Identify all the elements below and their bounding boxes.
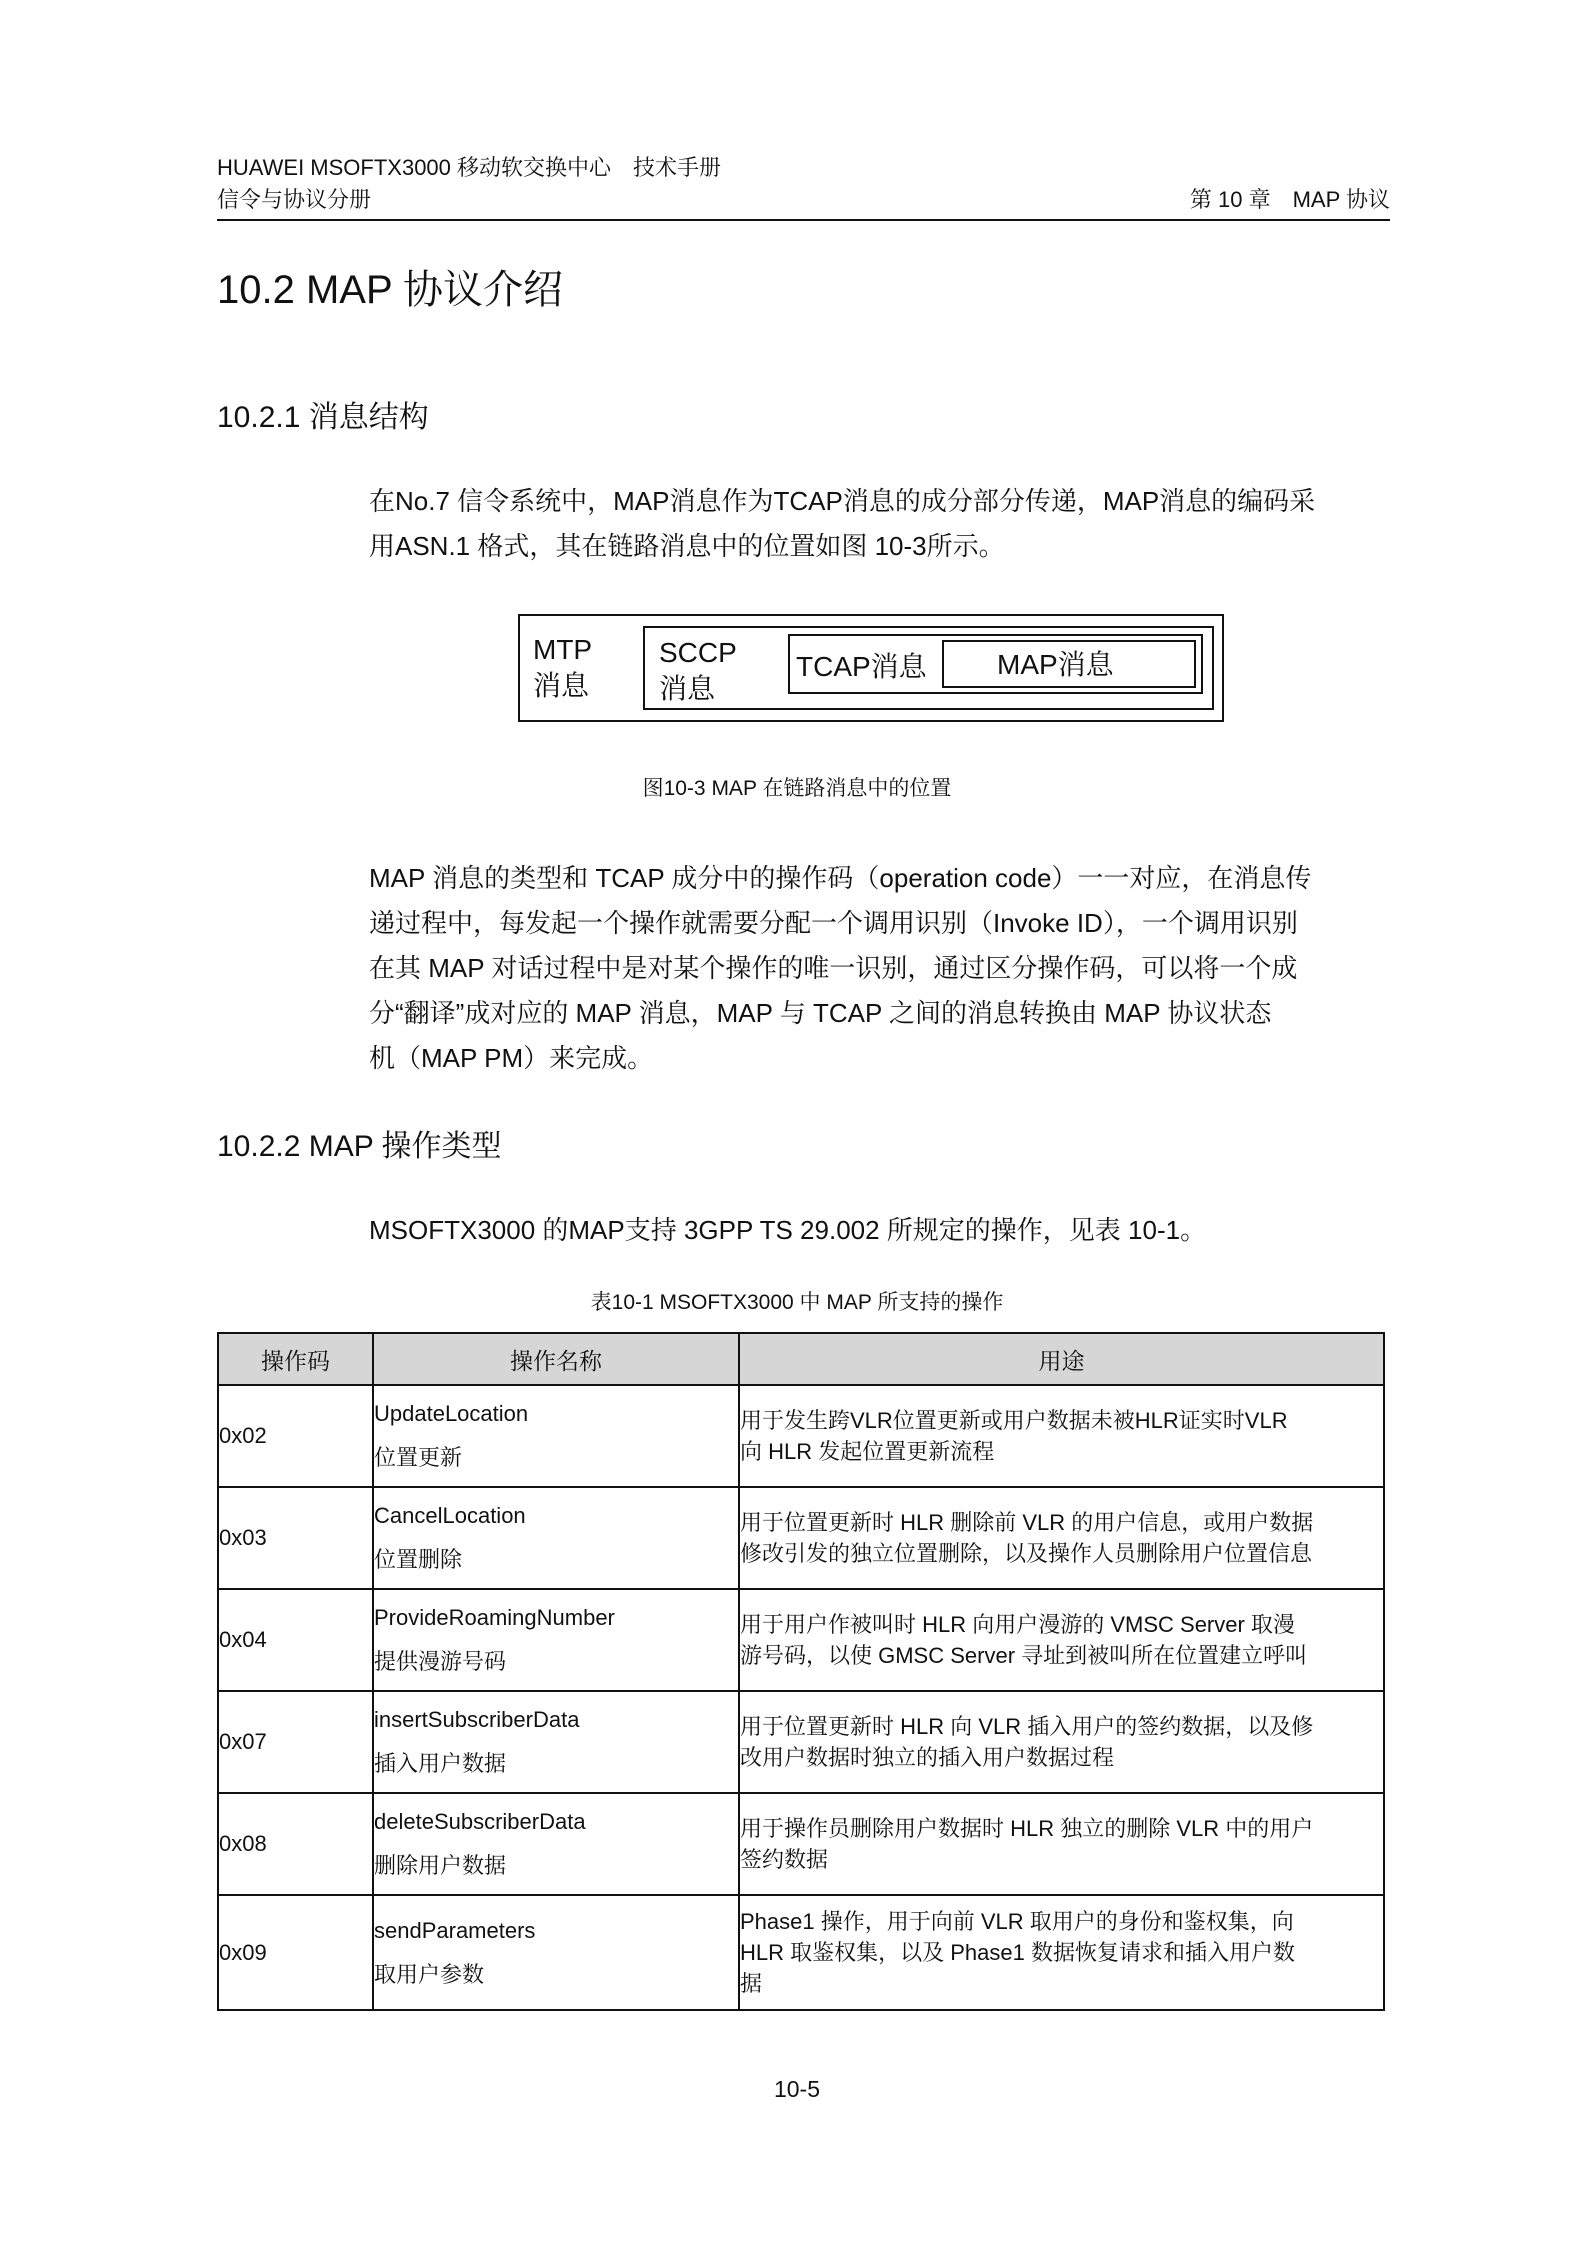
operation-code-cell: 0x03	[218, 1487, 373, 1589]
table-row	[218, 1895, 1384, 2010]
operation-code-cell: 0x02	[218, 1385, 373, 1487]
column-header-operation-code: 操作码	[218, 1333, 373, 1385]
paragraph-line: 用ASN.1 格式，其在链路消息中的位置如图 10-3所示。	[369, 531, 1005, 561]
usage-line: 用于操作员删除用户数据时 HLR 独立的删除 VLR 中的用户	[740, 1816, 1314, 1841]
operation-code-cell: 0x08	[218, 1793, 373, 1895]
operation-name-zh: 删除用户数据	[374, 1853, 507, 1878]
mtp-label-sub: 消息	[533, 670, 590, 701]
operation-name-cell	[373, 1691, 739, 1793]
operation-name-zh: 取用户参数	[374, 1961, 485, 1987]
sccp-label-sub: 消息	[659, 673, 716, 704]
operation-name-cell	[373, 1589, 739, 1691]
table-row	[218, 1385, 1384, 1487]
paragraph-line: 在其 MAP 对话过程中是对某个操作的唯一识别，通过区分操作码，可以将一个成	[369, 953, 1298, 983]
operation-name-cell	[373, 1895, 739, 2010]
table-row	[218, 1487, 1384, 1589]
operation-name-en: sendParameters	[374, 1917, 536, 1943]
operation-name-zh: 位置更新	[374, 1445, 463, 1470]
operation-name-en: insertSubscriberData	[374, 1707, 580, 1732]
operation-code-cell: 0x09	[218, 1895, 373, 2010]
usage-cell	[739, 1691, 1384, 1793]
usage-line: 改用户数据时独立的插入用户数据过程	[740, 1745, 1115, 1770]
usage-cell	[739, 1895, 1384, 2010]
paragraph-line: MAP 消息的类型和 TCAP 成分中的操作码（operation code）一一对应，在消息传	[369, 863, 1312, 893]
operation-name-zh: 位置删除	[374, 1547, 463, 1572]
usage-line: 用于位置更新时 HLR 向 VLR 插入用户的签约数据，以及修	[740, 1714, 1314, 1739]
usage-line: HLR 取鉴权集，以及 Phase1 数据恢复请求和插入用户数	[740, 1940, 1295, 1965]
map-label: MAP消息	[997, 649, 1114, 680]
table-header-row	[218, 1333, 1384, 1385]
usage-line: 用于位置更新时 HLR 删除前 VLR 的用户信息，或用户数据	[740, 1510, 1314, 1535]
usage-line: 签约数据	[740, 1847, 829, 1872]
paragraph-line: 递过程中，每发起一个操作就需要分配一个调用识别（Invoke ID），一个调用识别	[369, 908, 1298, 938]
usage-cell	[739, 1385, 1384, 1487]
table-caption: 表10-1 MSOFTX3000 中 MAP 所支持的操作	[590, 1291, 1004, 1314]
column-header-usage: 用途	[739, 1333, 1384, 1385]
mtp-label: MTP	[533, 634, 593, 665]
subsection-heading-message-structure: 10.2.1 消息结构	[217, 401, 429, 434]
usage-line: 游号码，以使 GMSC Server 寻址到被叫所在位置建立呼叫	[740, 1643, 1308, 1668]
paragraph-line: 机（MAP PM）来完成。	[369, 1043, 654, 1073]
usage-line: 向 HLR 发起位置更新流程	[740, 1439, 995, 1464]
sccp-label: SCCP	[659, 637, 737, 668]
usage-cell	[739, 1793, 1384, 1895]
usage-cell	[739, 1487, 1384, 1589]
usage-line: 修改引发的独立位置删除，以及操作人员删除用户位置信息	[740, 1541, 1313, 1566]
figure-caption: 图10-3 MAP 在链路消息中的位置	[642, 777, 952, 800]
page-number: 10-5	[773, 2076, 821, 2102]
operation-name-en: UpdateLocation	[374, 1401, 529, 1426]
operation-name-en: deleteSubscriberData	[374, 1809, 586, 1834]
paragraph-line: 在No.7 信令系统中，MAP消息作为TCAP消息的成分部分传递，MAP消息的编码采	[369, 486, 1316, 516]
table-row	[218, 1589, 1384, 1691]
paragraph-line: MSOFTX3000 的MAP支持 3GPP TS 29.002 所规定的操作，见表 10-1。	[369, 1215, 1207, 1245]
operation-name-cell	[373, 1487, 739, 1589]
map-operations-table	[217, 1332, 1385, 2011]
running-header-volume: 信令与协议分册	[217, 187, 372, 212]
usage-line: 据	[740, 1971, 763, 1996]
operation-name-cell	[373, 1793, 739, 1895]
operation-name-zh: 提供漫游号码	[374, 1649, 507, 1674]
subsection-heading-map-operation-types: 10.2.2 MAP 操作类型	[217, 1130, 502, 1163]
running-header-row	[217, 185, 1390, 215]
running-header-chapter: 第 10 章 MAP 协议	[1189, 187, 1390, 212]
paragraph-line: 分“翻译”成对应的 MAP 消息，MAP 与 TCAP 之间的消息转换由 MAP 协议状态	[369, 998, 1272, 1028]
operation-name-cell	[373, 1385, 739, 1487]
column-header-operation-name: 操作名称	[373, 1333, 739, 1385]
usage-line: 用于发生跨VLR位置更新或用户数据未被HLR证实时VLR	[740, 1408, 1288, 1433]
running-header-title: HUAWEI MSOFTX3000 移动软交换中心 技术手册	[217, 155, 722, 180]
header-rule	[217, 219, 1390, 221]
operation-name-en: CancelLocation	[374, 1503, 526, 1528]
usage-line: 用于用户作被叫时 HLR 向用户漫游的 VMSC Server 取漫	[740, 1612, 1295, 1637]
table-row	[218, 1691, 1384, 1793]
table-row	[218, 1793, 1384, 1895]
section-heading: 10.2 MAP 协议介绍	[217, 268, 564, 312]
usage-line: Phase1 操作，用于向前 VLR 取用户的身份和鉴权集，向	[740, 1909, 1294, 1934]
operation-name-zh: 插入用户数据	[374, 1751, 507, 1776]
usage-cell	[739, 1589, 1384, 1691]
operation-name-en: ProvideRoamingNumber	[374, 1605, 615, 1630]
operation-code-cell: 0x07	[218, 1691, 373, 1793]
operation-code-cell: 0x04	[218, 1589, 373, 1691]
tcap-label: TCAP消息	[796, 651, 927, 682]
